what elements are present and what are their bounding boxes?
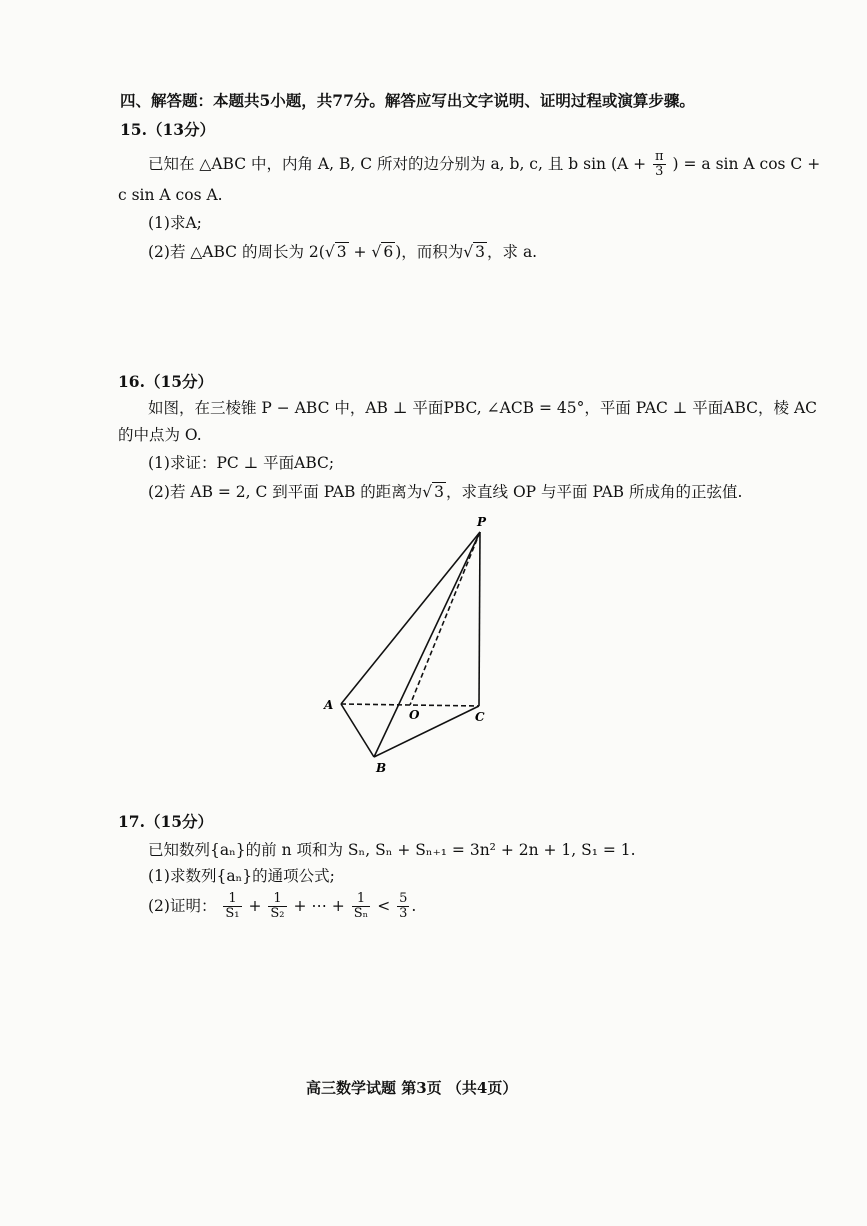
q15-stem-b: ) = a sin A cos C + [672, 154, 821, 173]
q17-stem: 已知数列{aₙ}的前 n 项和为 Sₙ, Sₙ + Sₙ₊₁ = 3n² + 2n + 1, S₁ = 1. [148, 841, 636, 859]
fraction-1-over-S2: $\frac{1}{\text{S₂}}$ [270, 891, 285, 922]
q16-number: 16.（15分） [118, 372, 214, 391]
fraction-1-over-S1: $\frac{1}{\text{S₁}}$ [225, 891, 240, 922]
q17-number: 17.（15分） [118, 812, 214, 831]
q15-frac-den: 3 [655, 164, 664, 180]
q15-stem-line2: c sin A cos A. [118, 186, 223, 204]
sqrt-symbol: √ 3 [463, 243, 486, 261]
fraction-1-over-Sn: $\frac{1}{\text{Sₙ}}$ [353, 891, 369, 922]
period: . [411, 896, 417, 915]
edge-OP-dashed [410, 532, 480, 705]
label-O: O [409, 708, 420, 722]
page-footer: 高三数学试题 第3页 （共4页） [306, 1079, 518, 1097]
q15-part1: (1)求A; [148, 214, 202, 232]
ellipsis: + ⋯ + [293, 896, 350, 915]
section-header: 四、解答题：本题共5小题，共77分。解答应写出文字说明、证明过程或演算步骤。 [120, 91, 695, 110]
q15-part2-a: (2)若 △ABC 的周长为 2( [148, 243, 325, 261]
q15-number: 15.（13分） [120, 120, 216, 139]
q15-part2-b: )，而积为 [395, 243, 464, 261]
q16-part2-a: (2)若 AB = 2, C 到平面 PAB 的距离为 [148, 483, 423, 501]
q16-part2 [148, 480, 742, 502]
pyramid-figure [310, 510, 520, 780]
q15-part2-c: ，求 a. [487, 243, 538, 261]
q15-fraction [653, 150, 666, 180]
sqrt-symbol: √ 6 [371, 243, 394, 261]
label-B: B [376, 761, 387, 775]
q16-stem-line2: 的中点为 O. [118, 426, 202, 444]
q17-part2-prefix: (2)证明： [148, 896, 217, 915]
label-A: A [324, 698, 334, 712]
q16-stem-line1: 如图，在三棱锥 P − ABC 中，AB ⊥ 平面PBC, ∠ACB = 45°，平面 PAC ⊥ 平面ABC，棱 AC [148, 399, 818, 417]
less-than-sign: < [377, 896, 396, 915]
edge-AB [341, 704, 374, 757]
q15-frac-num: π [655, 149, 664, 164]
plus-sign: + [348, 243, 372, 261]
q15-part2 [148, 240, 537, 262]
label-P: P [477, 515, 487, 529]
q17-part1: (1)求数列{aₙ}的通项公式; [148, 867, 335, 885]
q16-part1: (1)求证：PC ⊥ 平面ABC; [148, 454, 335, 472]
fraction-5-over-3: $\frac{5}{3}$ [399, 891, 408, 922]
sqrt-symbol: √ 3 [422, 483, 445, 501]
edge-BC [374, 706, 479, 757]
label-C: C [475, 710, 485, 724]
q15-stem-a: 已知在 △ABC 中，内角 A, B, C 所对的边分别为 a, b, c, 且 b sin (A + [148, 154, 647, 173]
q16-part2-b: ，求直线 OP 与平面 PAB 所成角的正弦值. [446, 483, 743, 501]
sqrt-symbol: √ 3 [324, 243, 347, 261]
q15-stem-line1 [148, 150, 820, 180]
q17-part2 [148, 892, 416, 922]
plus-sign: + [248, 896, 267, 915]
edge-PC [479, 532, 480, 706]
